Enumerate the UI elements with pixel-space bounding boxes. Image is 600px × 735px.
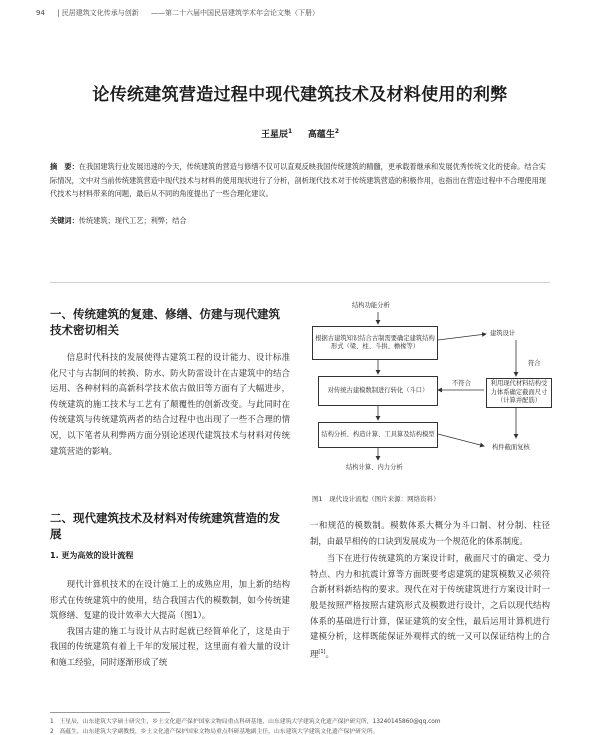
footnote-2: 2 高蕴生，山东建筑大学副教授，乡土文化遗产保护国家文物局重点科研基地副主任，山东建筑大学建筑文化遗产保护研究所。 (50, 729, 379, 735)
footnote-divider (50, 712, 170, 713)
section-1-body (50, 350, 290, 459)
flowchart-top-label: 结构功能分析 (352, 302, 390, 309)
flowchart-bottom-label: 结构计算、内力分析 (346, 464, 403, 471)
flowchart-label-yes: 符合 (528, 360, 541, 367)
right-column-paragraph-end: 。 (325, 648, 334, 659)
section-1-paragraph: 信息时代科技的发展使得古建筑工程的设计能力、设计标准化尺寸与古制间的转换、防水、防火防雷设计在古建筑中的结合运用、各种材料的高新科学技术依古做旧等方面有了大幅进步，传统建筑的施工技术与工艺有了颠覆性的创新改变。与此同时在传统建筑与传统建筑两者的结合过程中也出现了一些不合理的情况，以下笔者从利弊两方面分别论述现代建筑技术与材料对传统建筑营造的影响。 (50, 352, 290, 456)
keywords (50, 216, 550, 226)
subsection-1-heading: 1. 更为高效的设计流程 (50, 551, 134, 560)
abstract (50, 160, 550, 201)
keywords-label: 关键词： (50, 216, 79, 225)
journal-name: | 民居建筑文化传承与创新 (57, 9, 139, 17)
section-1-heading: 一、传统建筑的复建、修缮、仿建与现代建筑技术密切相关 (50, 307, 280, 337)
right-column-paragraph (310, 551, 550, 662)
abstract-text: 在我国建筑行业发展迅速的今天，传统建筑的营造与修缮不仅可以直观反映我国传统建筑的精髓，更承载着继承和发展优秀传统文化的使命。结合实际情况，文中对当前传统建筑营造中现代技术与材料的使用现状进行了分析，剖析现代技术对于传统建筑营造的积极作用，也指出在营造过程中不合理使用现代技术与材料带来的问题，最后从不同的角度提出了一些合理化建议。 (50, 162, 546, 198)
right-column-line: 一和规范的模数制。模数体系大概分为斗口制、材分制、柱径制，由最早相传的口诀到发展成为一个规范化的体系制度。 (310, 520, 550, 546)
keywords-text: 传统建筑；现代工艺；利弊；结合 (78, 216, 187, 225)
flowchart-box-analysis: 结构分析、构造计算、工具算及结构模型 (318, 422, 438, 448)
flowchart-label-no: 不符合 (452, 380, 471, 387)
right-column-body (310, 518, 550, 662)
footnote-1: 1 王星辰，山东建筑大学硕士研究生，乡土文化遗产保护国家文物局重点科研基地，山东建筑大学建筑文化遗产保护研究所，13240145860@qq.com (50, 719, 441, 725)
reference-mark: [1] (318, 648, 326, 655)
running-header (36, 8, 329, 18)
flowchart-box-section: 利用现代材料结构受力体系确定截面尺寸（计算并配筋） (486, 378, 552, 408)
author-1: 王星辰 (260, 130, 288, 140)
figure-caption: 图1 现代设计流程（图片来源：网络资料） (312, 495, 440, 503)
divider (50, 282, 550, 283)
flowchart-box-structure: 根据古建筑知识结合古制需要确定建筑结构形式（梁、柱、斗拱、檐椽等） (312, 326, 438, 360)
section-2-heading: 二、现代建筑技术及材料对传统建筑营造的发展 (50, 511, 280, 541)
flowchart-right-design: 建筑设计 (490, 330, 516, 337)
flowchart-right-check: 构件截面复核 (492, 444, 530, 451)
paper-title: 论传统建筑营造过程中现代建筑技术及材料使用的利弊 (92, 85, 508, 105)
volume-name: ——第二十六届中国民居建筑学术年会论文集（下册） (150, 9, 319, 17)
page-number: 94 (36, 9, 45, 17)
section-2-paragraph-2: 我国古建的施工与设计从古时起就已经简单化了，这是由于我国的传统建筑有着上千年的发展过程，这里面有着大量的设计和施工经验，同时逐渐形成了统 (50, 625, 290, 667)
flowchart-figure (306, 300, 556, 500)
section-2-body (50, 577, 290, 671)
author-1-sup: 1 (287, 128, 293, 135)
abstract-label: 摘 要： (50, 162, 79, 171)
flowchart-box-module: 对传统古建模数制进行转化（斗口） (318, 376, 438, 406)
authors (0, 127, 600, 140)
author-2-sup: 2 (334, 128, 340, 135)
section-2-paragraph-1: 现代计算机技术的在设计施工上的成熟应用，加上新的结构形式在传统建筑中的使用，结合我国古代的模数制，如今传统建筑修缮、复建的设计效率大大提高（图1）。 (50, 579, 290, 621)
author-2: 高蕴生 (307, 130, 335, 140)
right-column-paragraph-text: 当下在进行传统建筑的方案设计时，截面尺寸的确定、受力特点、内力和抗震计算等方面既要考虑建筑的建筑模数又必须符合新材料新结构的要求。现代在对于传统建筑进行方案设计时一般是按照严格按照古建筑形式及模数进行设计，之后以现代结构体系的基础进行计算，保证建筑的安全性，最后运用计算机进行建模分析，这样既能保证外观样式的统一又可以保证结构上的合理 (310, 553, 550, 659)
